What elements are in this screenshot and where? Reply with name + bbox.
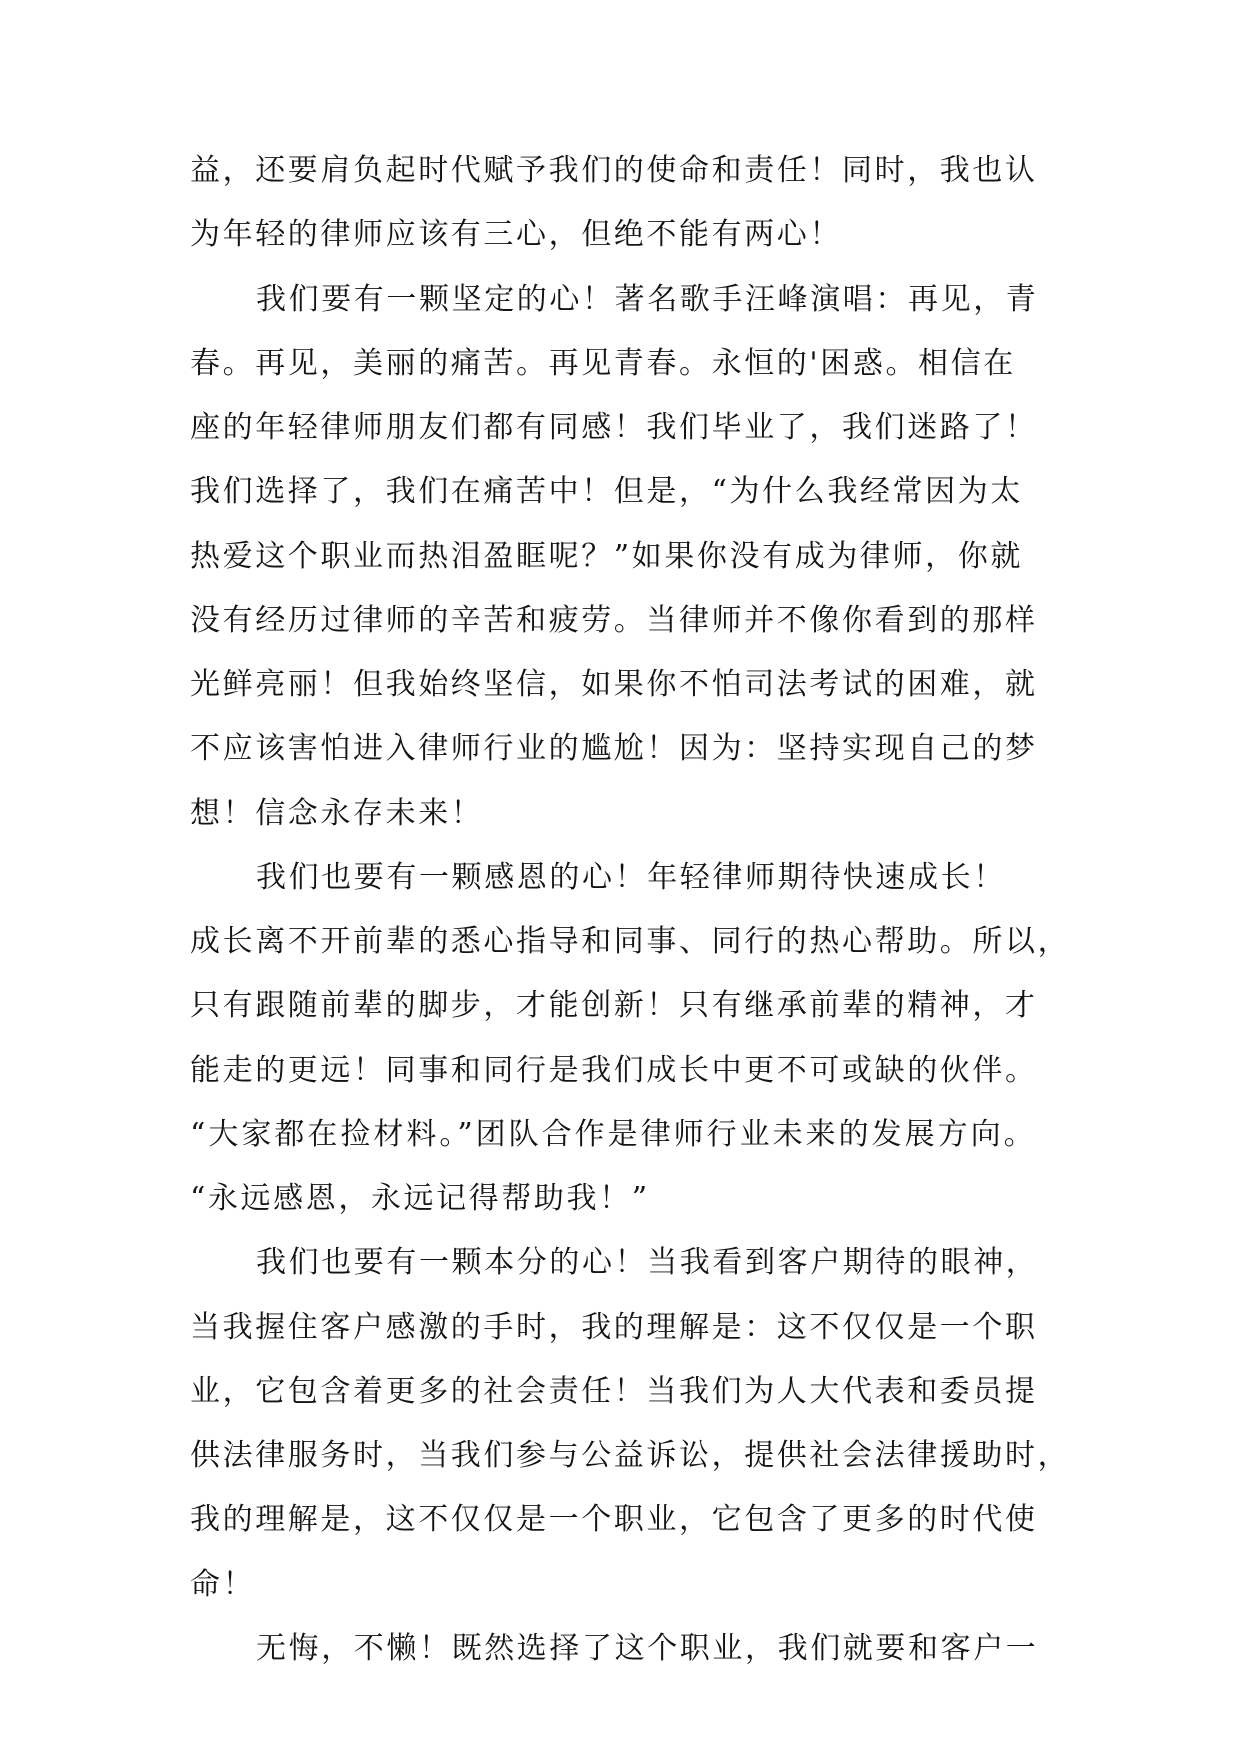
paragraph-start-line: 我们要有一颗坚定的心！著名歌手汪峰演唱：再见，青	[256, 282, 1039, 317]
paragraph-start-line: 我们也要有一颗本分的心！当我看到客户期待的眼神，	[256, 1245, 1039, 1280]
text-line: 没有经历过律师的辛苦和疲劳。当律师并不像你看到的那样	[190, 603, 1038, 638]
text-line: 为年轻的律师应该有三心，但绝不能有两心！	[190, 217, 842, 252]
text-line: 命！	[190, 1567, 256, 1602]
text-line: 供法律服务时，当我们参与公益诉讼，提供社会法律援助时，	[190, 1438, 1071, 1473]
paragraph-start-line: 我们也要有一颗感恩的心！年轻律师期待快速成长！	[256, 860, 1006, 895]
text-line: 只有跟随前辈的脚步，才能创新！只有继承前辈的精神，才	[190, 988, 1038, 1023]
text-line: 成长离不开前辈的悉心指导和同事、同行的热心帮助。所以，	[190, 924, 1071, 959]
text-line: 不应该害怕进入律师行业的尴尬！因为：坚持实现自己的梦	[190, 731, 1038, 766]
text-line: 益，还要肩负起时代赋予我们的使命和责任！同时，我也认	[190, 153, 1038, 188]
text-line: 光鲜亮丽！但我始终坚信，如果你不怕司法考试的困难，就	[190, 667, 1038, 702]
text-line: 能走的更远！同事和同行是我们成长中更不可或缺的伙伴。	[190, 1053, 1038, 1088]
text-line: 热爱这个职业而热泪盈眶呢？”如果你没有成为律师，你就	[190, 539, 1023, 574]
text-line: 我的理解是，这不仅仅是一个职业，它包含了更多的时代使	[190, 1502, 1038, 1537]
text-line: 当我握住客户感激的手时，我的理解是：这不仅仅是一个职	[190, 1310, 1038, 1345]
text-line: 座的年轻律师朋友们都有同感！我们毕业了，我们迷路了！	[190, 410, 1038, 445]
text-line: “永远感恩，永远记得帮助我！”	[190, 1181, 650, 1216]
text-line: “大家都在捡材料。”团队合作是律师行业未来的发展方向。	[190, 1117, 1037, 1152]
text-line: 我们选择了，我们在痛苦中！但是，“为什么我经常因为太	[190, 474, 1023, 509]
text-line: 想！信念永存未来！	[190, 796, 484, 831]
text-line: 春。再见，美丽的痛苦。再见青春。永恒的'困惑。相信在	[190, 346, 1016, 381]
text-line: 业，它包含着更多的社会责任！当我们为人大代表和委员提	[190, 1374, 1038, 1409]
paragraph-start-line: 无悔，不懒！既然选择了这个职业，我们就要和客户一	[256, 1631, 1039, 1666]
